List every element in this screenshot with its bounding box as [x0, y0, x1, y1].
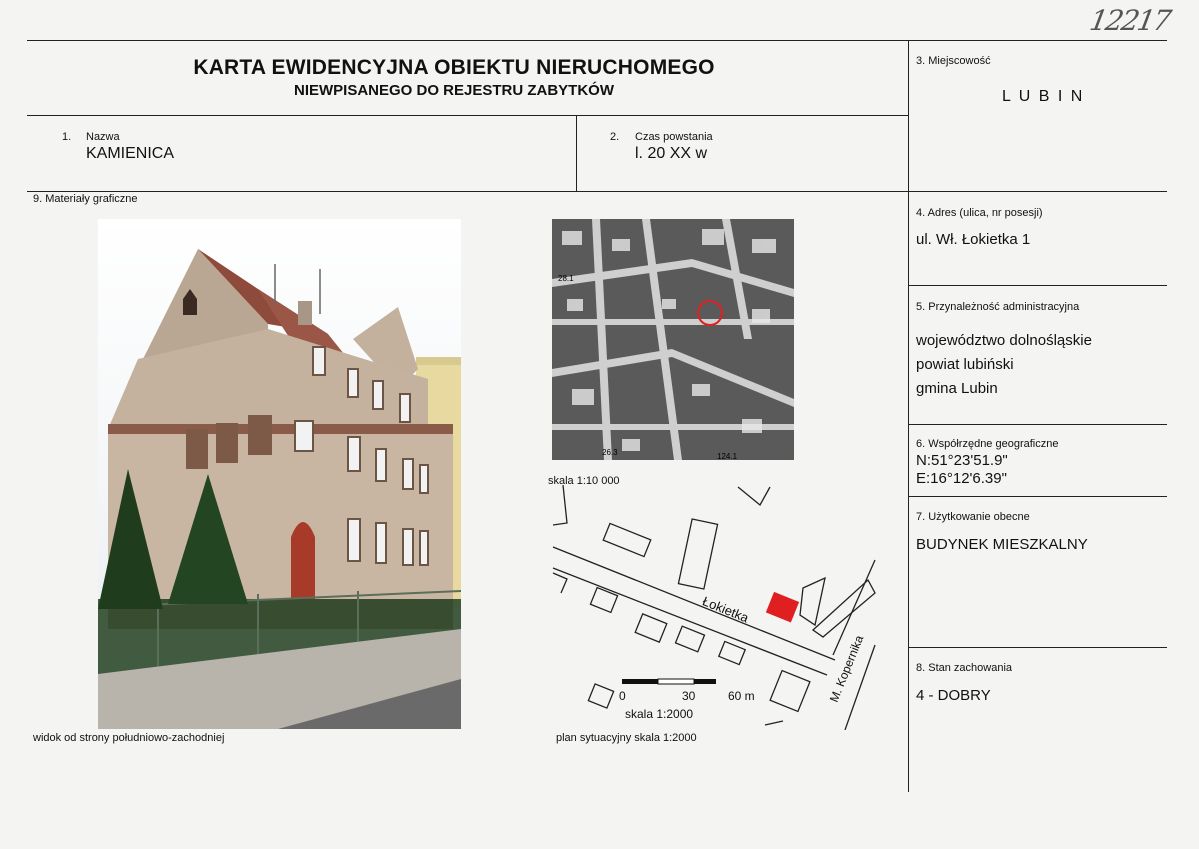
scale-tick-60: 60 m	[728, 689, 755, 703]
czas-num: 2.	[610, 131, 620, 143]
col-divider-main	[908, 40, 909, 792]
przynaleznosc-line-3: gmina Lubin	[916, 380, 998, 397]
adres-label: 4. Adres (ulica, nr posesji)	[916, 207, 1043, 219]
scale-tick-0: 0	[619, 689, 626, 703]
scale-tick-30: 30	[682, 689, 696, 703]
materialy-label: 9. Materiały graficzne	[33, 193, 138, 205]
row1-rule	[27, 191, 1167, 192]
uzytkowanie-label: 7. Użytkowanie obecne	[916, 511, 1030, 523]
wspolrzedne-lon: E:16°12'6.39"	[916, 470, 1007, 487]
title-rule	[27, 115, 908, 116]
building-photo	[98, 219, 461, 729]
plan-caption: plan sytuacyjny skala 1:2000	[556, 732, 697, 744]
map-label-2: 26.3	[602, 448, 618, 457]
col-divider-name	[576, 115, 577, 191]
page-subtitle: NIEWPISANEGO DO REJESTRU ZABYTKÓW	[293, 82, 615, 99]
rule-7	[908, 496, 1167, 497]
stan-value: 4 - DOBRY	[916, 687, 991, 704]
map-label-1: 28.1	[558, 274, 574, 283]
site-plan	[545, 485, 885, 730]
handwritten-number: 12217	[1087, 4, 1172, 37]
cadastral-map	[552, 219, 794, 460]
stan-label: 8. Stan zachowania	[916, 662, 1013, 674]
map-caption: skala 1:10 000	[548, 475, 620, 487]
przynaleznosc-line-2: powiat lubiński	[916, 356, 1014, 373]
uzytkowanie-value: BUDYNEK MIESZKALNY	[916, 536, 1088, 553]
photo-caption: widok od strony południowo-zachodniej	[33, 732, 225, 744]
top-rule	[27, 40, 1167, 41]
scale-label: skala 1:2000	[625, 707, 694, 721]
street-label-lokietka: Łokietka	[700, 593, 751, 626]
nazwa-label: Nazwa	[86, 131, 120, 143]
rule-8	[908, 647, 1167, 648]
nazwa-value: KAMIENICA	[86, 145, 175, 162]
miejscowosc-label: 3. Miejscowość	[916, 55, 991, 67]
page-title: KARTA EWIDENCYJNA OBIEKTU NIERUCHOMEGO	[193, 56, 715, 79]
nazwa-num: 1.	[62, 131, 72, 143]
wspolrzedne-lat: N:51°23'51.9"	[916, 452, 1008, 469]
wspolrzedne-label: 6. Współrzędne geograficzne	[916, 438, 1059, 450]
rule-5	[908, 285, 1167, 286]
adres-value: ul. Wł. Łokietka 1	[916, 231, 1031, 248]
miejscowosc-value: L U B I N	[1002, 88, 1085, 105]
przynaleznosc-label: 5. Przynależność administracyjna	[916, 301, 1080, 313]
street-label-kopernika: M. Kopernika	[826, 633, 867, 705]
map-label-3: 124.1	[717, 452, 738, 460]
przynaleznosc-line-1: województwo dolnośląskie	[916, 332, 1092, 349]
rule-6	[908, 424, 1167, 425]
czas-value: l. 20 XX w	[635, 145, 708, 162]
czas-label: Czas powstania	[635, 131, 713, 143]
